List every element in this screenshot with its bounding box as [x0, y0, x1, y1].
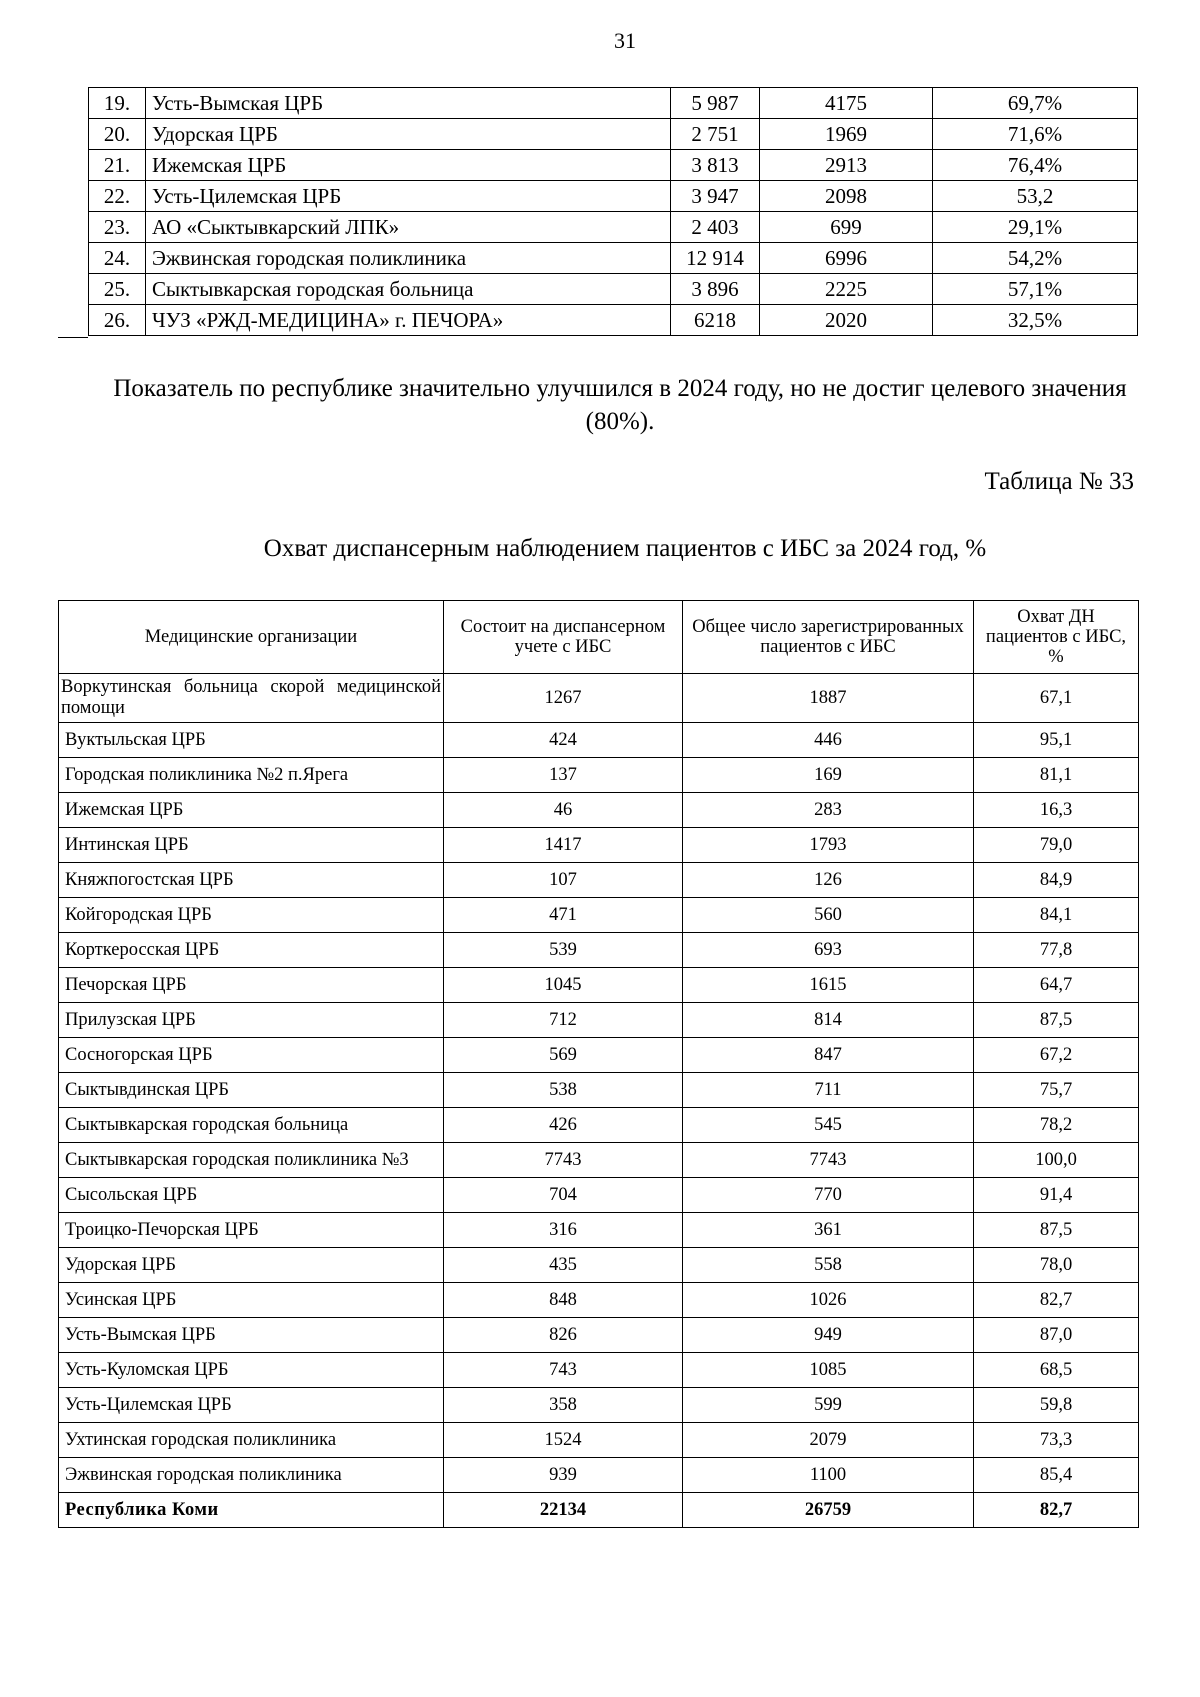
row-coverage: 78,0	[974, 1248, 1139, 1283]
row-number: 24.	[89, 243, 146, 274]
row-org: Ижемская ЦРБ	[59, 793, 444, 828]
row-value-c: 32,5%	[933, 305, 1138, 336]
row-on-record: 471	[444, 898, 683, 933]
row-total-registered: 361	[683, 1213, 974, 1248]
row-coverage: 87,5	[974, 1213, 1139, 1248]
row-org: Ухтинская городская поликлиника	[59, 1423, 444, 1458]
row-org: Прилузская ЦРБ	[59, 1003, 444, 1038]
row-coverage: 67,2	[974, 1038, 1139, 1073]
row-number: 19.	[89, 88, 146, 119]
row-coverage: 73,3	[974, 1423, 1139, 1458]
table-row	[59, 1003, 1139, 1038]
row-org: Сыктывкарская городская поликлиника №3	[59, 1143, 444, 1178]
row-value-c: 69,7%	[933, 88, 1138, 119]
row-number: 20.	[89, 119, 146, 150]
table-row	[59, 1353, 1139, 1388]
total-on-record: 22134	[444, 1493, 683, 1528]
row-total-registered: 1615	[683, 968, 974, 1003]
row-value-a: 6218	[671, 305, 760, 336]
row-on-record: 46	[444, 793, 683, 828]
row-org: Койгородская ЦРБ	[59, 898, 444, 933]
row-value-b: 6996	[760, 243, 933, 274]
row-total-registered: 1026	[683, 1283, 974, 1318]
row-value-a: 2 403	[671, 212, 760, 243]
row-value-a: 2 751	[671, 119, 760, 150]
table-row	[59, 1143, 1139, 1178]
row-on-record: 107	[444, 863, 683, 898]
row-coverage: 77,8	[974, 933, 1139, 968]
row-org: Эжвинская городская поликлиника	[146, 243, 671, 274]
row-coverage: 59,8	[974, 1388, 1139, 1423]
row-on-record: 538	[444, 1073, 683, 1108]
row-total-registered: 7743	[683, 1143, 974, 1178]
table-row	[89, 119, 1138, 150]
row-value-c: 71,6%	[933, 119, 1138, 150]
table-row	[59, 1038, 1139, 1073]
row-value-b: 4175	[760, 88, 933, 119]
row-coverage: 81,1	[974, 758, 1139, 793]
row-total-registered: 711	[683, 1073, 974, 1108]
table-row	[59, 1178, 1139, 1213]
row-org: Корткеросская ЦРБ	[59, 933, 444, 968]
row-on-record: 826	[444, 1318, 683, 1353]
table-row	[89, 305, 1138, 336]
row-value-b: 1969	[760, 119, 933, 150]
row-value-a: 3 896	[671, 274, 760, 305]
row-org: Усть-Куломская ЦРБ	[59, 1353, 444, 1388]
row-total-registered: 2079	[683, 1423, 974, 1458]
row-coverage: 64,7	[974, 968, 1139, 1003]
row-value-b: 2225	[760, 274, 933, 305]
header-on-record: Состоит на диспансерном учете с ИБС	[444, 601, 683, 674]
table-row	[59, 1248, 1139, 1283]
row-coverage: 82,7	[974, 1283, 1139, 1318]
row-coverage: 84,9	[974, 863, 1139, 898]
row-org: Удорская ЦРБ	[59, 1248, 444, 1283]
row-coverage: 95,1	[974, 723, 1139, 758]
row-org: Княжпогостская ЦРБ	[59, 863, 444, 898]
row-value-a: 5 987	[671, 88, 760, 119]
row-on-record: 1524	[444, 1423, 683, 1458]
row-total-registered: 169	[683, 758, 974, 793]
table-row	[59, 723, 1139, 758]
row-org: Усть-Цилемская ЦРБ	[59, 1388, 444, 1423]
table-row	[59, 1318, 1139, 1353]
header-coverage: Охват ДН пациентов с ИБС, %	[974, 601, 1139, 674]
table-row	[59, 898, 1139, 933]
row-coverage: 16,3	[974, 793, 1139, 828]
row-total-registered: 1793	[683, 828, 974, 863]
row-org: Воркутинская больница скорой медицинской помощи	[59, 674, 444, 723]
row-coverage: 87,0	[974, 1318, 1139, 1353]
row-on-record: 704	[444, 1178, 683, 1213]
row-on-record: 435	[444, 1248, 683, 1283]
table-row	[59, 968, 1139, 1003]
row-coverage: 75,7	[974, 1073, 1139, 1108]
row-on-record: 1045	[444, 968, 683, 1003]
row-total-registered: 560	[683, 898, 974, 933]
table-row	[59, 793, 1139, 828]
row-on-record: 316	[444, 1213, 683, 1248]
summary-paragraph: Показатель по республике значительно улучшился в 2024 году, но не достиг целевого значения (80%).	[113, 375, 1127, 435]
table-row	[89, 150, 1138, 181]
row-org: Городская поликлиника №2 п.Ярега	[59, 758, 444, 793]
row-org: Усинская ЦРБ	[59, 1283, 444, 1318]
row-total-registered: 545	[683, 1108, 974, 1143]
table-row	[59, 1423, 1139, 1458]
total-row	[59, 1493, 1139, 1528]
table-row	[59, 828, 1139, 863]
row-on-record: 426	[444, 1108, 683, 1143]
page-number: 31	[614, 28, 636, 53]
row-coverage: 84,1	[974, 898, 1139, 933]
row-org: Интинская ЦРБ	[59, 828, 444, 863]
row-coverage: 67,1	[974, 674, 1139, 723]
table-row	[59, 1073, 1139, 1108]
row-on-record: 7743	[444, 1143, 683, 1178]
table-row	[89, 243, 1138, 274]
row-total-registered: 770	[683, 1178, 974, 1213]
row-on-record: 712	[444, 1003, 683, 1038]
row-total-registered: 1085	[683, 1353, 974, 1388]
row-org: Усть-Цилемская ЦРБ	[146, 181, 671, 212]
row-value-b: 699	[760, 212, 933, 243]
row-on-record: 424	[444, 723, 683, 758]
row-coverage: 79,0	[974, 828, 1139, 863]
header-org: Медицинские организации	[59, 601, 444, 674]
row-number: 26.	[89, 305, 146, 336]
row-total-registered: 847	[683, 1038, 974, 1073]
row-org: Эжвинская городская поликлиника	[59, 1458, 444, 1493]
row-number: 25.	[89, 274, 146, 305]
row-value-b: 2913	[760, 150, 933, 181]
table-row	[59, 1388, 1139, 1423]
table-underline	[58, 337, 88, 338]
ibs-coverage-table	[58, 600, 1139, 1528]
row-coverage: 78,2	[974, 1108, 1139, 1143]
row-total-registered: 446	[683, 723, 974, 758]
row-org: Сыктывкарская городская больница	[59, 1108, 444, 1143]
table-row	[59, 1283, 1139, 1318]
row-on-record: 939	[444, 1458, 683, 1493]
row-on-record: 539	[444, 933, 683, 968]
table-row	[59, 1108, 1139, 1143]
continuation-table	[88, 87, 1138, 336]
row-number: 22.	[89, 181, 146, 212]
table-row	[59, 1213, 1139, 1248]
row-value-a: 3 813	[671, 150, 760, 181]
row-on-record: 358	[444, 1388, 683, 1423]
row-value-a: 12 914	[671, 243, 760, 274]
total-coverage: 82,7	[974, 1493, 1139, 1528]
row-on-record: 137	[444, 758, 683, 793]
total-org: Республика Коми	[59, 1493, 444, 1528]
row-coverage: 85,4	[974, 1458, 1139, 1493]
row-org: Троицко-Печорская ЦРБ	[59, 1213, 444, 1248]
row-on-record: 743	[444, 1353, 683, 1388]
table-row	[59, 758, 1139, 793]
row-value-b: 2098	[760, 181, 933, 212]
row-total-registered: 599	[683, 1388, 974, 1423]
table-row	[89, 212, 1138, 243]
row-coverage: 68,5	[974, 1353, 1139, 1388]
table-row	[89, 274, 1138, 305]
row-value-c: 76,4%	[933, 150, 1138, 181]
row-number: 23.	[89, 212, 146, 243]
row-org: Ижемская ЦРБ	[146, 150, 671, 181]
row-total-registered: 126	[683, 863, 974, 898]
row-total-registered: 814	[683, 1003, 974, 1038]
row-coverage: 100,0	[974, 1143, 1139, 1178]
row-total-registered: 1887	[683, 674, 974, 723]
row-total-registered: 1100	[683, 1458, 974, 1493]
row-total-registered: 558	[683, 1248, 974, 1283]
row-total-registered: 693	[683, 933, 974, 968]
row-org: Усть-Вымская ЦРБ	[59, 1318, 444, 1353]
row-org: Усть-Вымская ЦРБ	[146, 88, 671, 119]
table-label: Таблица № 33	[984, 468, 1134, 495]
row-on-record: 1267	[444, 674, 683, 723]
row-org: Вуктыльская ЦРБ	[59, 723, 444, 758]
row-org: ЧУЗ «РЖД-МЕДИЦИНА» г. ПЕЧОРА»	[146, 305, 671, 336]
row-on-record: 1417	[444, 828, 683, 863]
row-value-c: 29,1%	[933, 212, 1138, 243]
row-org: Сысольская ЦРБ	[59, 1178, 444, 1213]
row-number: 21.	[89, 150, 146, 181]
row-coverage: 87,5	[974, 1003, 1139, 1038]
table-row	[59, 1458, 1139, 1493]
row-total-registered: 283	[683, 793, 974, 828]
row-org: Печорская ЦРБ	[59, 968, 444, 1003]
total-registered: 26759	[683, 1493, 974, 1528]
table-header-row	[59, 601, 1139, 674]
table-row	[59, 933, 1139, 968]
table-row	[59, 674, 1139, 723]
row-on-record: 848	[444, 1283, 683, 1318]
row-org: Сыктывкарская городская больница	[146, 274, 671, 305]
row-value-c: 54,2%	[933, 243, 1138, 274]
table-row	[59, 863, 1139, 898]
row-value-c: 53,2	[933, 181, 1138, 212]
row-org: Удорская ЦРБ	[146, 119, 671, 150]
row-org: Сыктывдинская ЦРБ	[59, 1073, 444, 1108]
row-value-c: 57,1%	[933, 274, 1138, 305]
row-on-record: 569	[444, 1038, 683, 1073]
row-org: АО «Сыктывкарский ЛПК»	[146, 212, 671, 243]
row-coverage: 91,4	[974, 1178, 1139, 1213]
table-title: Охват диспансерным наблюдением пациентов с ИБС за 2024 год, %	[263, 535, 987, 562]
row-total-registered: 949	[683, 1318, 974, 1353]
table-row	[89, 181, 1138, 212]
header-total-registered: Общее число зарегистрированных пациентов с ИБС	[683, 601, 974, 674]
row-value-a: 3 947	[671, 181, 760, 212]
row-org: Сосногорская ЦРБ	[59, 1038, 444, 1073]
table-row	[89, 88, 1138, 119]
row-value-b: 2020	[760, 305, 933, 336]
